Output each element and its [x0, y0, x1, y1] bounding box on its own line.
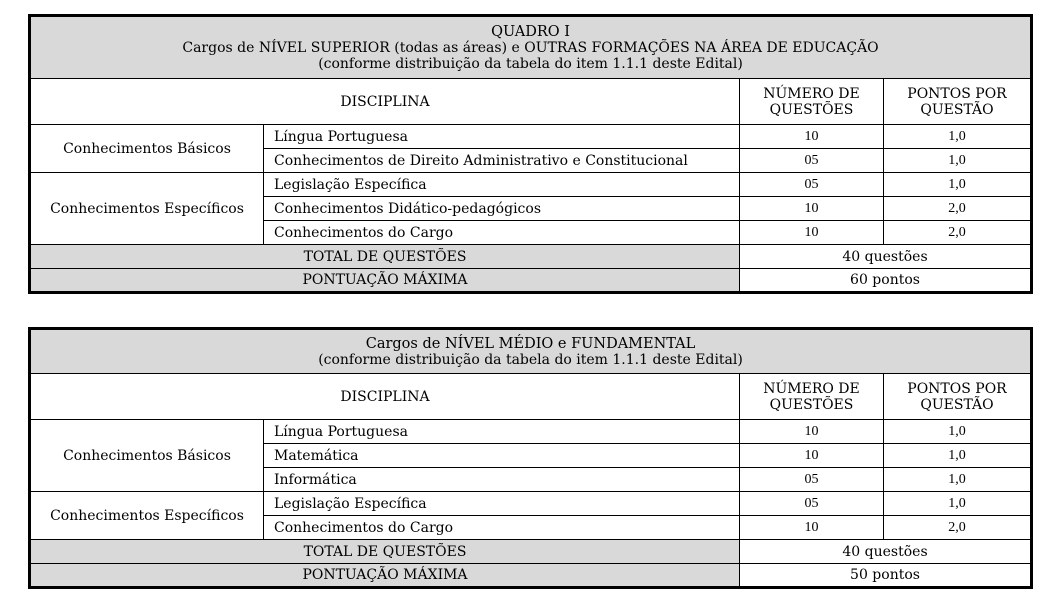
- questions-cell: 05: [740, 468, 884, 492]
- table-row: [30, 173, 1032, 197]
- total-questoes-value: 40 questões: [740, 245, 1032, 269]
- col-numero-questoes: [740, 79, 884, 125]
- points-cell: 1,0: [884, 492, 1032, 516]
- total-row: [30, 540, 1032, 564]
- subject-cell: Conhecimentos do Cargo: [264, 516, 740, 540]
- table-header: [30, 329, 1032, 374]
- col-numero-line2: QUESTÕES: [769, 101, 854, 118]
- points-cell: 2,0: [884, 516, 1032, 540]
- cargos-title: Cargos de NÍVEL MÉDIO e FUNDAMENTAL: [365, 335, 696, 352]
- total-questoes-label: TOTAL DE QUESTÕES: [30, 245, 740, 269]
- distribution-note: (conforme distribuição da tabela do item 1.1.1 deste Edital): [318, 351, 743, 368]
- quadro-medio-table: [28, 327, 1033, 589]
- col-pontos-line1: PONTOS POR: [907, 85, 1007, 102]
- col-numero-line2: QUESTÕES: [769, 396, 854, 413]
- table-title: [30, 16, 1032, 79]
- col-numero-line1: NÚMERO DE: [763, 380, 860, 397]
- points-cell: 1,0: [884, 149, 1032, 173]
- total-row: [30, 245, 1032, 269]
- table-title: [30, 329, 1032, 374]
- table-row: [30, 125, 1032, 149]
- subject-cell: Conhecimentos do Cargo: [264, 221, 740, 245]
- group-basicos: Conhecimentos Básicos: [30, 125, 264, 173]
- col-pontos-questao: [884, 374, 1032, 420]
- pontuacao-maxima-value: 60 pontos: [740, 269, 1032, 293]
- questions-cell: 10: [740, 197, 884, 221]
- questions-cell: 05: [740, 173, 884, 197]
- points-cell: 2,0: [884, 221, 1032, 245]
- subject-cell: Informática: [264, 468, 740, 492]
- col-pontos-line2: QUESTÃO: [920, 396, 994, 413]
- subject-cell: Conhecimentos Didático-pedagógicos: [264, 197, 740, 221]
- subject-cell: Legislação Específica: [264, 173, 740, 197]
- column-header-row: [30, 374, 1032, 420]
- questions-cell: 10: [740, 221, 884, 245]
- questions-cell: 05: [740, 492, 884, 516]
- questions-cell: 10: [740, 444, 884, 468]
- quadro-superior-table: [28, 14, 1033, 294]
- distribution-note: (conforme distribuição da tabela do item 1.1.1 deste Edital): [318, 55, 743, 72]
- max-score-row: [30, 269, 1032, 293]
- points-cell: 1,0: [884, 173, 1032, 197]
- subject-cell: Matemática: [264, 444, 740, 468]
- group-especificos: Conhecimentos Específicos: [30, 173, 264, 245]
- subject-cell: Língua Portuguesa: [264, 125, 740, 149]
- group-especificos: Conhecimentos Específicos: [30, 492, 264, 540]
- table-row: [30, 420, 1032, 444]
- col-disciplina: DISCIPLINA: [30, 374, 740, 420]
- total-questoes-label: TOTAL DE QUESTÕES: [30, 540, 740, 564]
- points-cell: 1,0: [884, 444, 1032, 468]
- col-numero-line1: NÚMERO DE: [763, 85, 860, 102]
- column-header-row: [30, 79, 1032, 125]
- table-header: [30, 16, 1032, 79]
- group-basicos: Conhecimentos Básicos: [30, 420, 264, 492]
- col-pontos-line1: PONTOS POR: [907, 380, 1007, 397]
- questions-cell: 05: [740, 149, 884, 173]
- quadro-title: QUADRO I: [491, 23, 570, 40]
- col-disciplina: DISCIPLINA: [30, 79, 740, 125]
- total-questoes-value: 40 questões: [740, 540, 1032, 564]
- subject-cell: Conhecimentos de Direito Administrativo e Constitucional: [264, 149, 740, 173]
- pontuacao-maxima-label: PONTUAÇÃO MÁXIMA: [30, 269, 740, 293]
- max-score-row: [30, 564, 1032, 588]
- points-cell: 1,0: [884, 420, 1032, 444]
- col-pontos-line2: QUESTÃO: [920, 101, 994, 118]
- subject-cell: Língua Portuguesa: [264, 420, 740, 444]
- points-cell: 2,0: [884, 197, 1032, 221]
- questions-cell: 10: [740, 420, 884, 444]
- cargos-title: Cargos de NÍVEL SUPERIOR (todas as áreas) e OUTRAS FORMAÇÕES NA ÁREA DE EDUCAÇÃO: [182, 39, 879, 56]
- col-pontos-questao: [884, 79, 1032, 125]
- questions-cell: 10: [740, 125, 884, 149]
- col-numero-questoes: [740, 374, 884, 420]
- pontuacao-maxima-label: PONTUAÇÃO MÁXIMA: [30, 564, 740, 588]
- table-row: [30, 492, 1032, 516]
- pontuacao-maxima-value: 50 pontos: [740, 564, 1032, 588]
- questions-cell: 10: [740, 516, 884, 540]
- points-cell: 1,0: [884, 468, 1032, 492]
- subject-cell: Legislação Específica: [264, 492, 740, 516]
- points-cell: 1,0: [884, 125, 1032, 149]
